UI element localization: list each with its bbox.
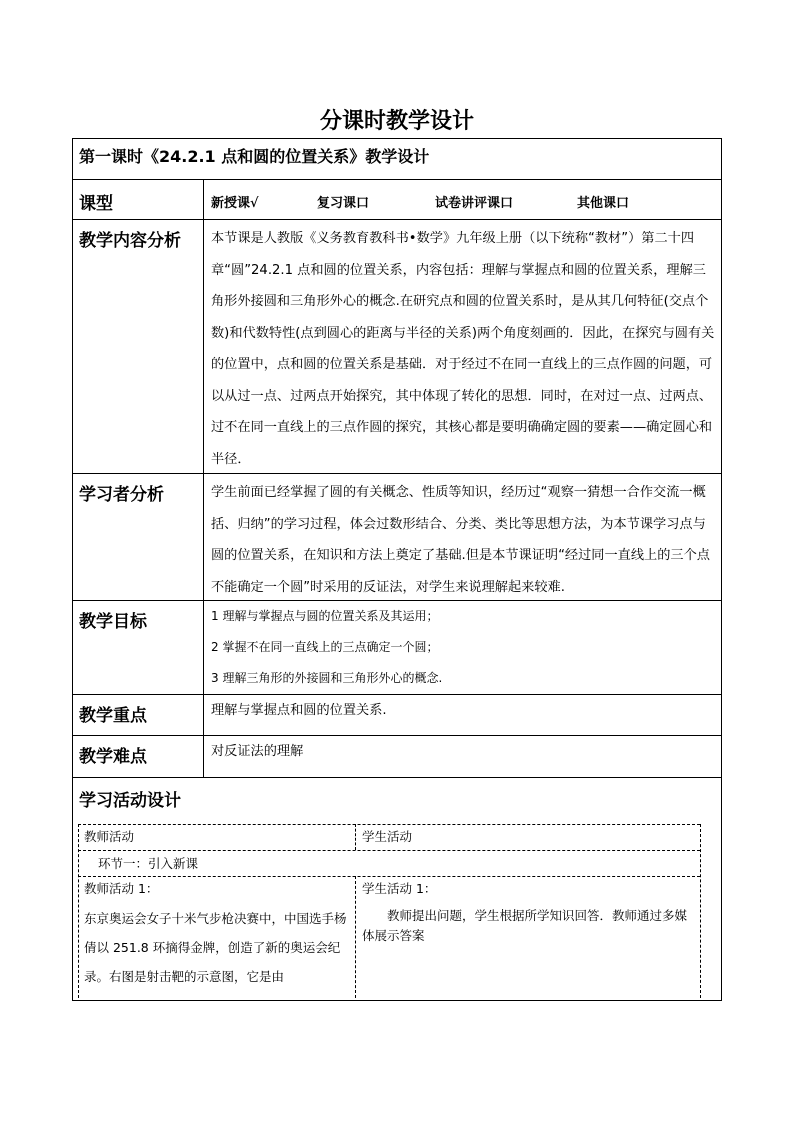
dashed-divider	[78, 824, 700, 825]
learner-analysis-row	[73, 474, 721, 601]
goals-row	[73, 601, 721, 695]
goals-list	[204, 601, 721, 694]
course-type-other: 其他课口	[577, 196, 630, 211]
dashed-divider	[355, 876, 356, 998]
goals-label: 教学目标	[73, 601, 204, 694]
key-point-row	[73, 695, 721, 736]
course-type-row	[73, 180, 721, 220]
student-activity-1-text: 教师提出问题，学生根据所学知识回答．教师通过多媒体展示答案	[362, 908, 688, 943]
difficulty-text: 对反证法的理解	[211, 744, 304, 759]
dashed-divider	[700, 824, 701, 998]
learner-analysis-label: 学习者分析	[73, 474, 204, 600]
key-point-text: 理解与掌握点和圆的位置关系.	[211, 703, 387, 718]
dashed-divider	[355, 824, 356, 850]
student-activity-header: 学生活动	[362, 829, 413, 844]
activity-table	[78, 824, 700, 998]
goal-item: 2 掌握不在同一直线上的三点确定一个圆；	[211, 640, 439, 654]
course-type-exam-review: 试卷讲评课口	[435, 196, 514, 211]
goal-item: 3 理解三角形的外接圆和三角形外心的概念.	[211, 671, 443, 685]
course-type-new: 新授课√	[211, 196, 259, 211]
course-type-review: 复习课口	[317, 196, 370, 211]
content-analysis-text: 本节课是人教版《义务教育教科书•数学》九年级上册（以下统称“教材”）第二十四章“圆”24.2.1 点和圆的位置关系，内容包括：理解与掌握点和圆的位置关系，理解三角形外接圆和三角形外心的概念.在研究点和圆的位置关系时，是从其几何特征(交点个数)和代数特性(点到圆心的距离与半径的关系)两个角度刻画的．因此，在探究与圆有关的位置中，点和圆的位置关系是基础．对于经过不在同一直线上的三点作圆的问题，可以从过一点、过两点开始探究，其中体现了转化的思想．同时，在对过一点、过两点、过不在同一直线上的三点作圆的探究，其核心都是要明确确定圆的要素——确定圆心和半径．	[211, 231, 715, 467]
dashed-divider	[78, 824, 79, 998]
lesson-heading: 第一课时《24.2.1 点和圆的位置关系》教学设计	[79, 147, 430, 166]
key-point-label: 教学重点	[73, 695, 204, 735]
dashed-divider	[78, 850, 700, 851]
content-analysis-label: 教学内容分析	[73, 220, 204, 473]
teacher-activity-header: 教师活动	[84, 829, 135, 844]
difficulty-label: 教学难点	[73, 736, 204, 777]
dashed-divider	[78, 876, 700, 877]
teacher-activity-1-text: 东京奥运会女子十米气步枪决赛中，中国选手杨倩以 251.8 环摘得金牌，创造了新的奥运会纪录。右图是射击靶的示意图，它是由	[84, 911, 347, 984]
learner-analysis-text: 学生前面已经掌握了圆的有关概念、性质等知识，经历过“观察一猜想一合作交流一概括、归纳”的学习过程，体会过数形结合、分类、类比等思想方法，为本节课学习点与圆的位置关系，在知识和方法上奠定了基础.但是本节课证明“经过同一直线上的三个点不能确定一个圆”时采用的反证法，对学生来说理解起来较难.	[211, 485, 710, 595]
course-type-label: 课型	[73, 180, 204, 219]
content-analysis-row	[73, 220, 721, 474]
difficulty-row	[73, 736, 721, 778]
course-type-options	[204, 180, 721, 219]
document-title: 分课时教学设计	[319, 108, 474, 134]
activity-design-label: 学习活动设计	[79, 791, 181, 811]
section-heading: 环节一：引入新课	[98, 856, 199, 871]
goal-item: 1 理解与掌握点与圆的位置关系及其运用；	[211, 609, 439, 623]
teacher-activity-1-label: 教师活动 1：	[84, 881, 159, 896]
lesson-heading-row	[73, 139, 721, 180]
student-activity-1-label: 学生活动 1：	[362, 881, 437, 896]
